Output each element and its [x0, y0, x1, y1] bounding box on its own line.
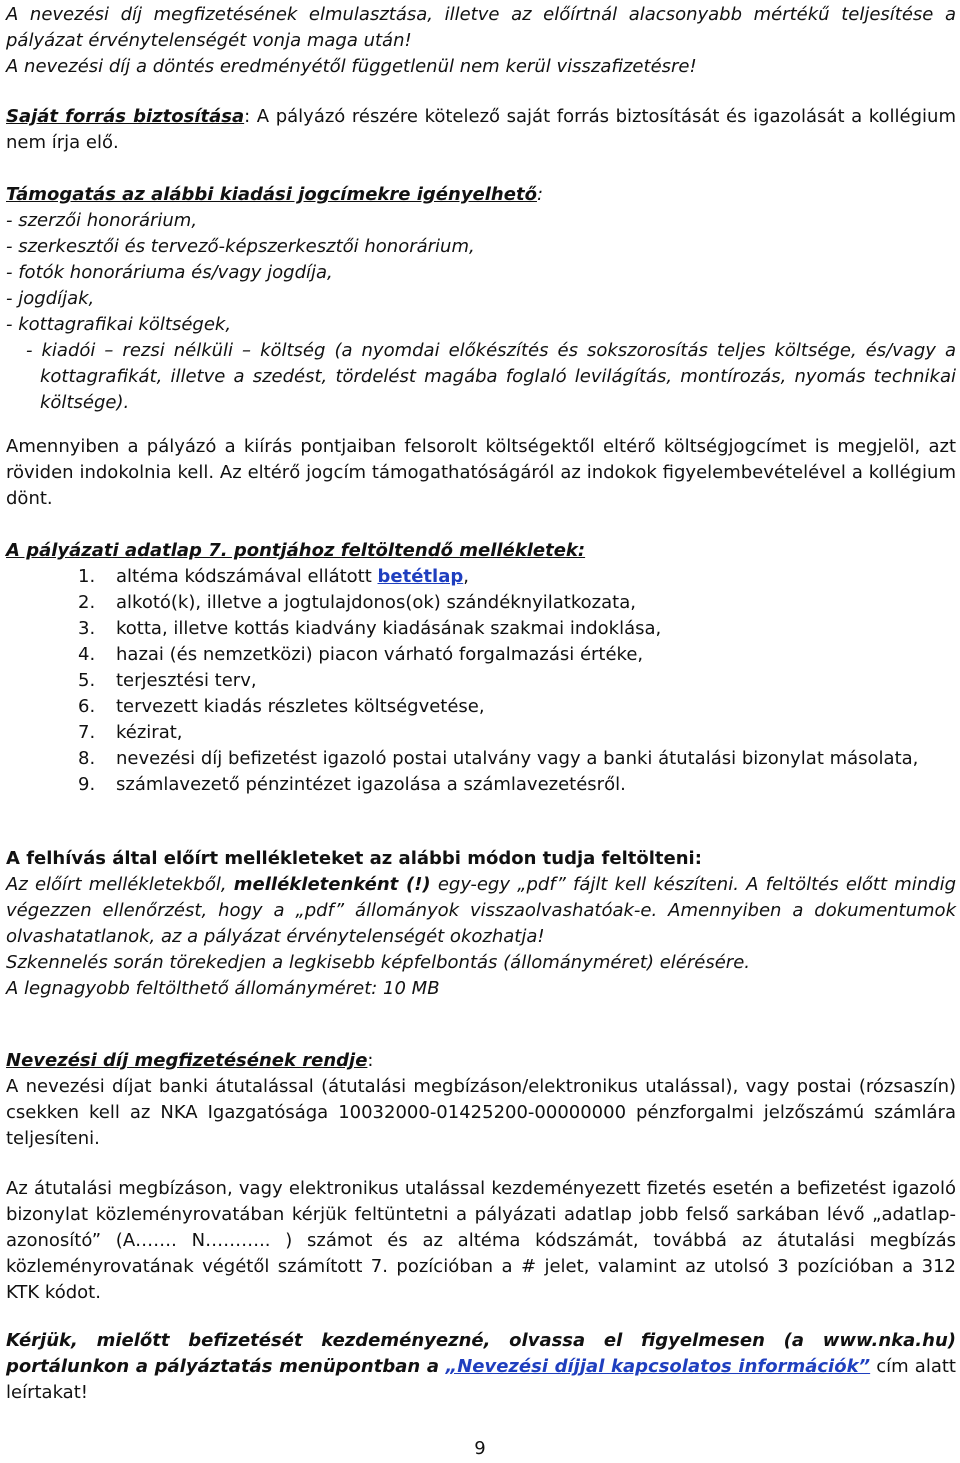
- upload-section: [6, 846, 956, 1002]
- own-source-label: Saját forrás biztosítása: [6, 106, 245, 127]
- attachment-text: alkotó(k), illetve a jogtulajdonos(ok) szándéknyilatkozata,: [116, 592, 636, 613]
- page-number: 9: [474, 1438, 486, 1459]
- payment-paragraph-1: A nevezési díjat banki átutalással (átutalási megbízáson/elektronikus utalással), vagy postai (rózsaszín) csekken kell az NKA Igazgatósága 10032000-01425200-00000000 pénzforgalmi jelzőszámú számlára teljesíteni.: [6, 1076, 956, 1149]
- own-source-paragraph: [6, 104, 956, 156]
- other-costs-paragraph: Amennyiben a pályázó a kiírás pontjaiban felsorolt költségektől eltérő költségjogcímet is megjelöl, azt röviden indokolnia kell. Az eltérő jogcím támogathatóságáról az indokok figyelembevételével a kollégium dönt.: [6, 436, 956, 509]
- attachment-number: 8.: [78, 748, 96, 769]
- payment-paragraph-3: [6, 1328, 956, 1406]
- attachment-item: [6, 720, 956, 746]
- attachment-text: kotta, illetve kottás kiadvány kiadásának szakmai indoklása,: [116, 618, 662, 639]
- payment-paragraph-2: Az átutalási megbízáson, vagy elektronikus utalással kezdeményezett fizetés esetén a befizetést igazoló bizonylat közleményrovatában kérjük feltüntetni a pályázati adatlap jobb felső sarkában lévő „adatlap-azonosító” (A……. N……….. ) számot és az altéma kódszámát, továbbá az átutalási megbízás közleményrovatának végétől számított 7. pozícióban a # jelet, valamint az utolsó 3 pozícióban a 312 KTK kódot.: [6, 1178, 956, 1303]
- attachment-item: [6, 642, 956, 668]
- list-item: - kiadói – rezsi nélküli – költség (a nyomdai előkészítés és sokszorosítás teljes költsége, és/vagy a kottagrafikát, illetve a szedést, tördelést magába foglaló levilágítás, montírozás, nyomás technikai költsége).: [26, 340, 956, 413]
- upload-text-bold: mellékletenként (!): [233, 874, 431, 895]
- attachment-number: 5.: [78, 670, 96, 691]
- attachment-item: [6, 772, 956, 798]
- attachment-item: [6, 668, 956, 694]
- attachment-number: 1.: [78, 566, 96, 587]
- own-source-text: : A pályázó részére kötelező saját forrás biztosítását és igazolását a kollégium nem írja elő.: [6, 106, 956, 153]
- upload-text-c: egy-egy „pdf” fájlt kell készíteni. A feltöltés előtt mindig végezzen ellenőrzést, hogy a „pdf” állományok visszaolvashatóak-e. Amennyiben a dokumentumok olvashatatlanok, az a pályázat érvénytelenségét okozhatja!: [6, 874, 957, 947]
- upload-paragraph-2: Szkennelés során törekedjen a legkisebb képfelbontás (állományméret) elérésére.: [6, 952, 750, 973]
- upload-text-a: Az előírt mellékletekből,: [6, 874, 234, 895]
- attachment-text: számlavezető pénzintézet igazolása a számlavezetésről.: [116, 774, 626, 795]
- attachment-number: 3.: [78, 618, 96, 639]
- attachment-number: 6.: [78, 696, 96, 717]
- upload-heading: A felhívás által előírt mellékleteket az alábbi módon tudja feltölteni:: [6, 848, 702, 869]
- payment-section: [6, 1048, 956, 1152]
- attachments-heading: A pályázati adatlap 7. pontjához feltöltendő mellékletek:: [6, 540, 586, 561]
- attachment-item: [6, 694, 956, 720]
- payment-note-end: cím alatt leírtakat!: [6, 1356, 956, 1403]
- attachment-item: [6, 590, 956, 616]
- attachment-text: nevezési díj befizetést igazoló postai utalvány vagy a banki átutalási bizonylat másolata,: [116, 748, 919, 769]
- payment-note-text: Kérjük, mielőtt befizetését kezdeményezné, olvassa el figyelmesen (a www.nka.hu) portálunkon a pályáztatás menüpontban a: [6, 1330, 956, 1377]
- upload-paragraph-1: [6, 872, 956, 950]
- attachment-text: hazai (és nemzetközi) piacon várható forgalmazási értéke,: [116, 644, 644, 665]
- attachment-item: [6, 616, 956, 642]
- attachment-text: kézirat,: [116, 722, 183, 743]
- late-fee-line-2: A nevezési díj a döntés eredményétől függetlenül nem kerül visszafizetésre!: [6, 56, 697, 77]
- list-item: - fotók honoráriuma és/vagy jogdíja,: [6, 262, 333, 283]
- fee-info-link[interactable]: „Nevezési díjjal kapcsolatos információk”: [445, 1356, 871, 1377]
- late-fee-line-1: A nevezési díj megfizetésének elmulasztása, illetve az előírtnál alacsonyabb mértékű teljesítése a pályázat érvénytelenségét vonja maga után!: [6, 4, 956, 51]
- attachment-number: 9.: [78, 774, 96, 795]
- attachment-item: [6, 564, 956, 590]
- attachments-list: [6, 564, 956, 798]
- payment-heading: Nevezési díj megfizetésének rendje: [6, 1050, 368, 1071]
- attachments-section: [6, 538, 956, 798]
- attachment-number: 4.: [78, 644, 96, 665]
- payment-heading-colon: :: [367, 1050, 374, 1071]
- list-item: - szerzői honorárium,: [6, 210, 198, 231]
- support-heading: Támogatás az alábbi kiadási jogcímekre igényelhető: [6, 184, 537, 205]
- attachment-number: 7.: [78, 722, 96, 743]
- attachment-text: altéma kódszámával ellátott: [116, 566, 378, 587]
- betetlap-link[interactable]: betétlap: [377, 566, 464, 587]
- attachment-text: tervezett kiadás részletes költségvetése,: [116, 696, 485, 717]
- support-item-list: [6, 208, 956, 416]
- attachment-text: terjesztési terv,: [116, 670, 257, 691]
- late-fee-warning: [6, 2, 956, 80]
- attachment-number: 2.: [78, 592, 96, 613]
- upload-paragraph-3: A legnagyobb feltölthető állományméret: 10 MB: [6, 978, 440, 999]
- attachment-item: [6, 746, 956, 772]
- list-item: - jogdíjak,: [6, 288, 95, 309]
- support-section: [6, 182, 956, 416]
- support-heading-colon: :: [536, 184, 544, 205]
- attachment-text-end: ,: [463, 566, 469, 587]
- list-item: - szerkesztői és tervező-képszerkesztői honorárium,: [6, 236, 475, 257]
- list-item: - kottagrafikai költségek,: [6, 314, 232, 335]
